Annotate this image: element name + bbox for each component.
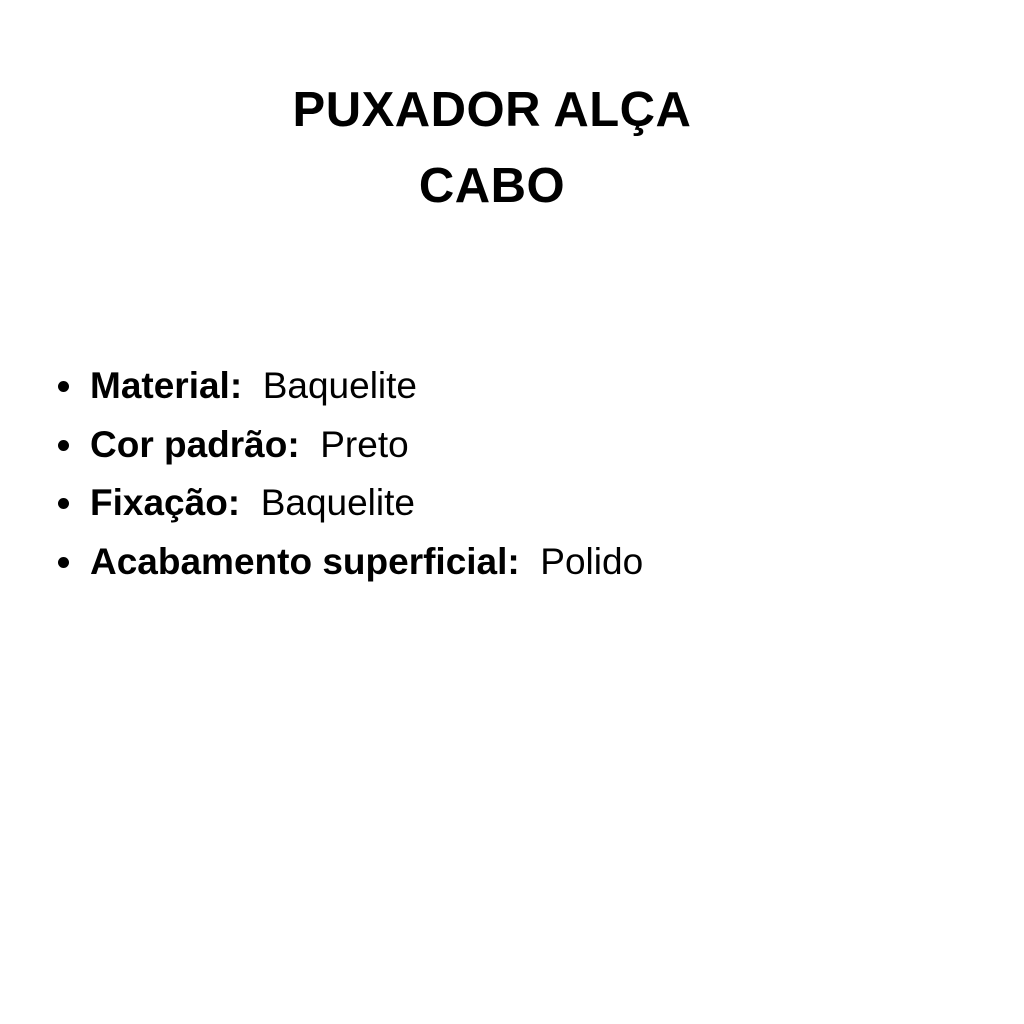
- spec-key: Fixação:: [90, 482, 251, 523]
- spec-item-acabamento: [58, 533, 643, 592]
- spec-item-cor-padrao: [58, 416, 643, 475]
- page-title: [0, 72, 984, 224]
- spec-value: Baquelite: [260, 482, 415, 523]
- spec-list: [58, 357, 643, 591]
- spec-item-material: [58, 357, 643, 416]
- bullet-icon: [58, 557, 69, 568]
- spec-value: Baquelite: [262, 365, 418, 406]
- spec-item-fixacao: [58, 474, 643, 533]
- title-line-2: CABO: [418, 159, 566, 213]
- spec-key: Cor padrão:: [90, 423, 310, 465]
- spec-key: Material:: [90, 365, 253, 406]
- spec-value: Preto: [320, 423, 409, 465]
- title-line-1: PUXADOR ALÇA: [292, 83, 692, 137]
- bullet-icon: [58, 381, 69, 392]
- bullet-icon: [58, 498, 69, 509]
- bullet-icon: [58, 440, 69, 451]
- spec-key: Acabamento superficial:: [90, 540, 531, 582]
- spec-value: Polido: [540, 540, 644, 582]
